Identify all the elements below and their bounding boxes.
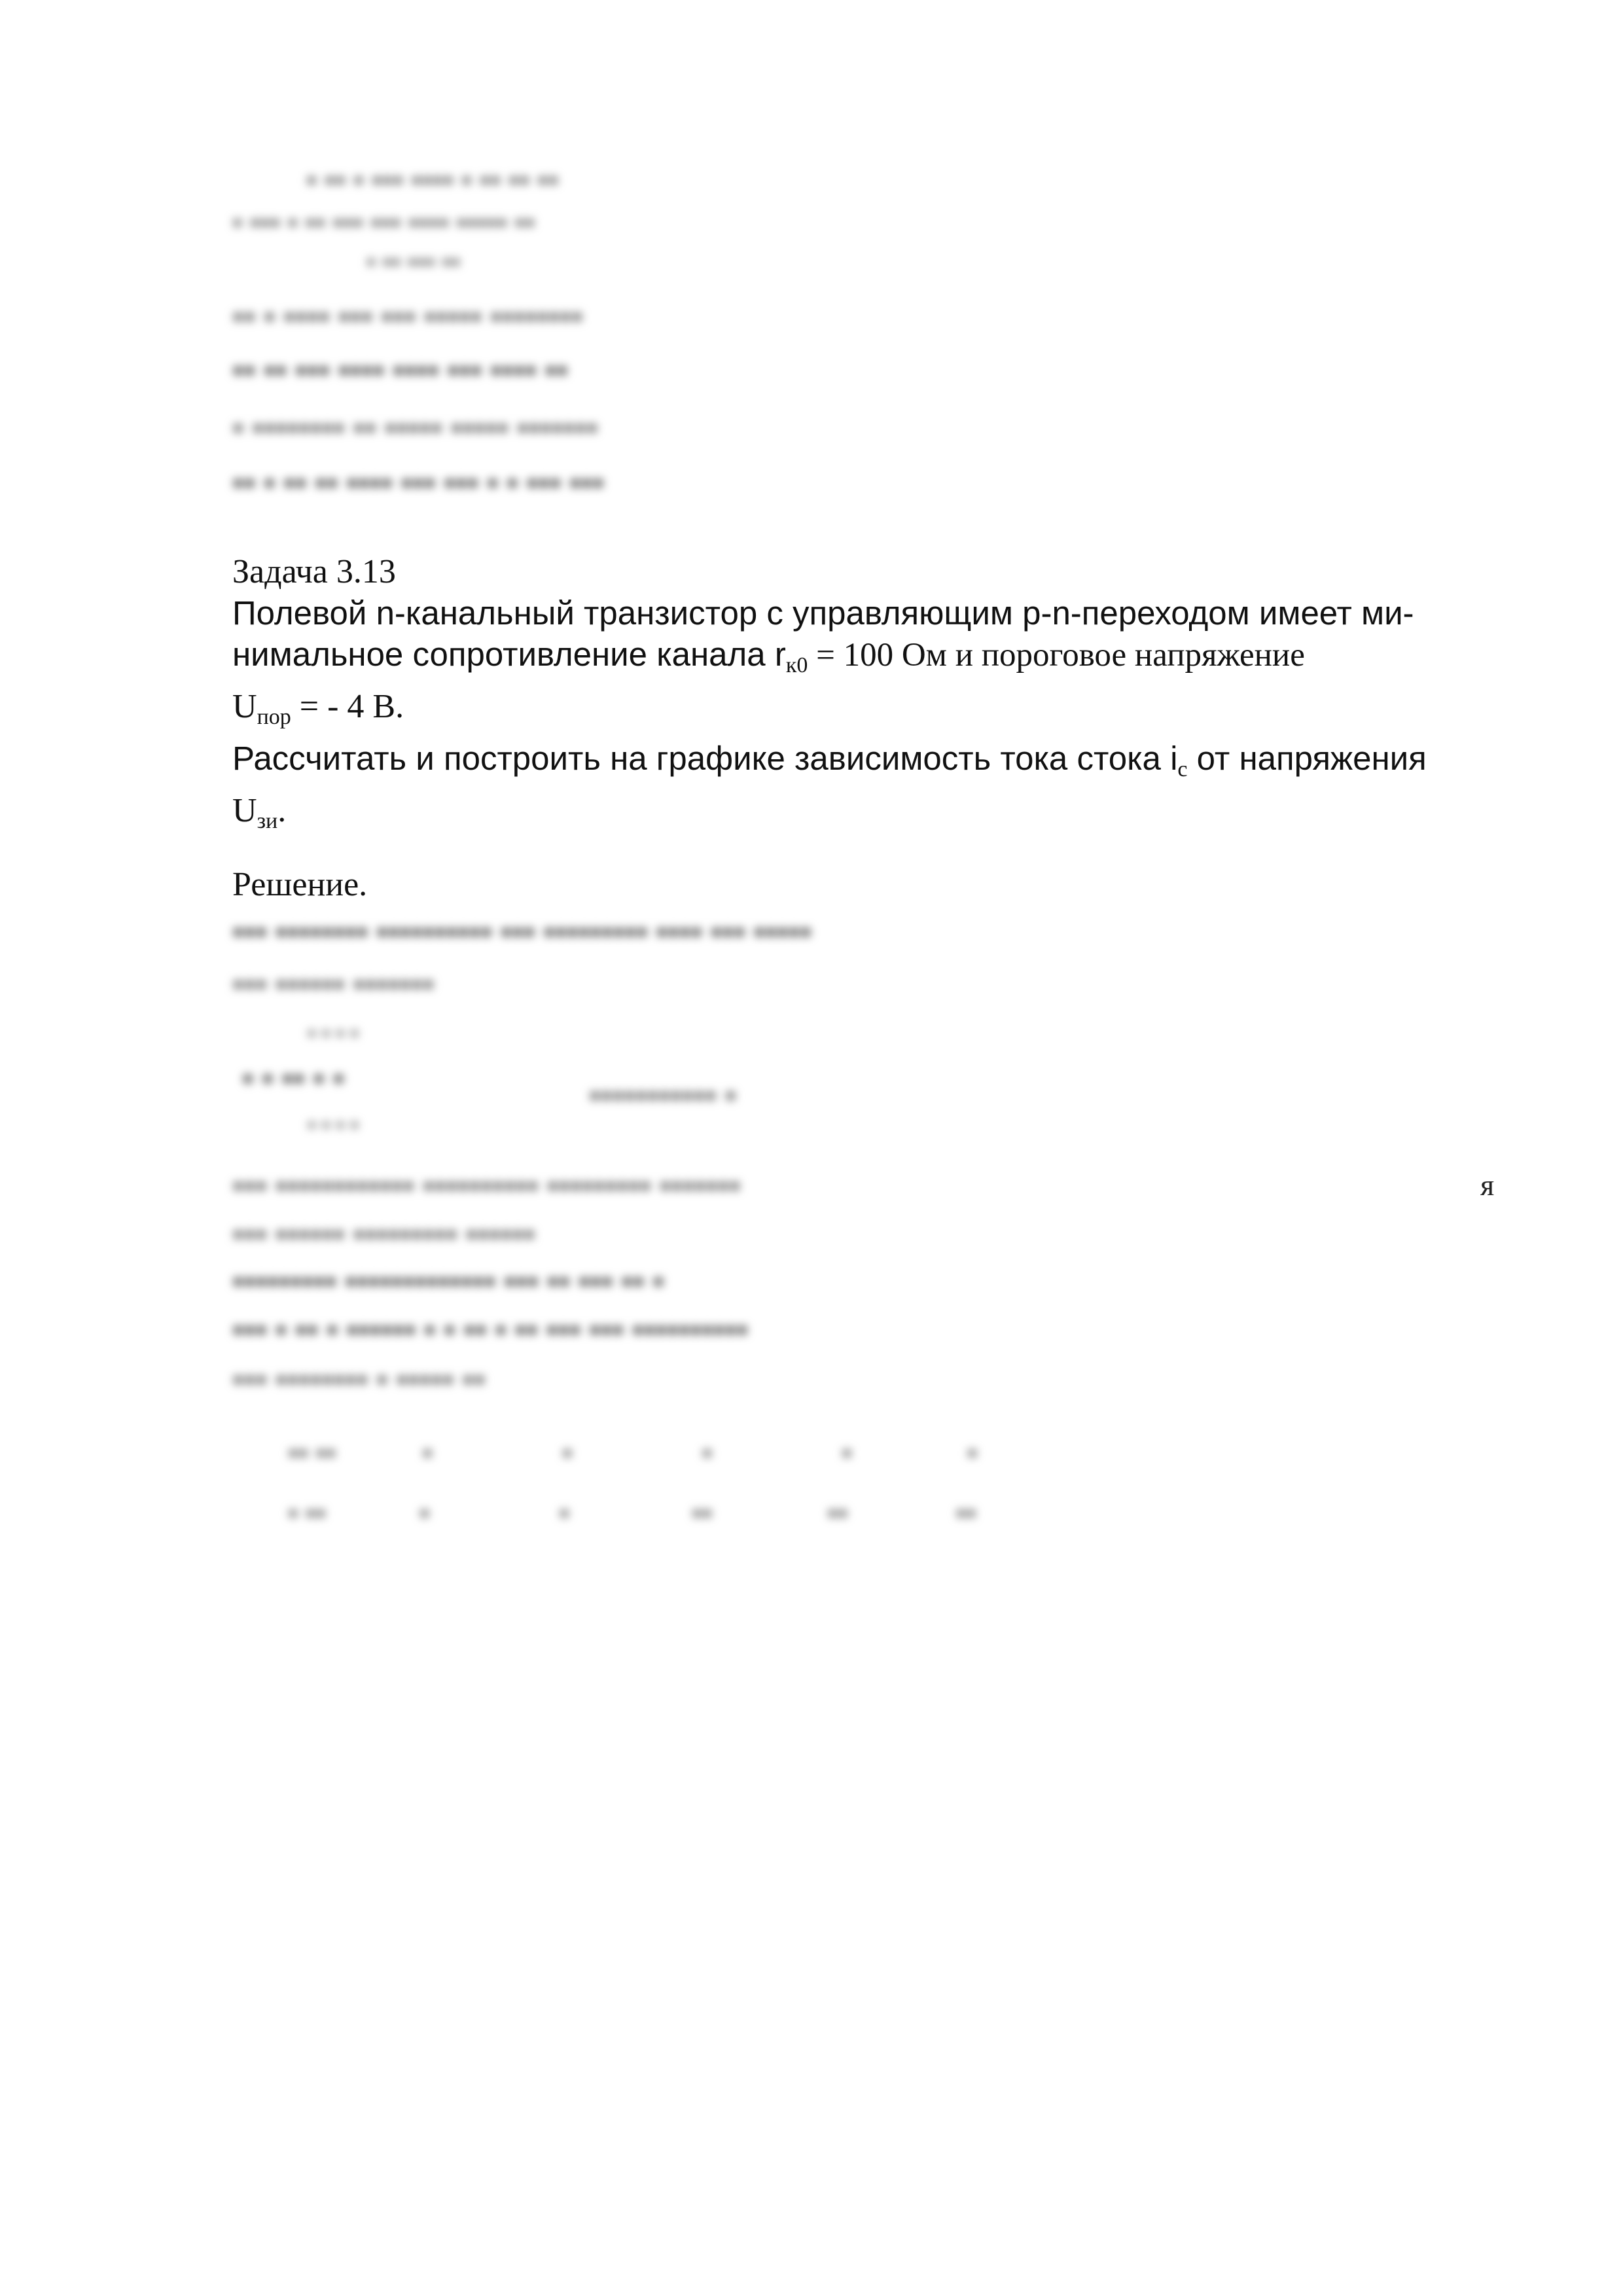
stray-character: я xyxy=(1480,1168,1495,1202)
task-text-fragment: = 100 Ом и пороговое напряжение xyxy=(808,637,1305,673)
task-text-fragment: Рассчитать и построить на графике зависимость тока стока i xyxy=(232,740,1178,777)
task-text-line xyxy=(232,738,1528,790)
task-text-line xyxy=(232,634,1528,686)
blurred-text-fragment: ▪▪ ▪ ▪▪▪▪ ▪▪▪ ▪▪▪ ▪▪▪▪▪ ▪▪▪▪▪▪▪▪ xyxy=(232,298,583,334)
drain-current-subscript: с xyxy=(1177,757,1188,781)
task-text-fragment: нимальное сопротивление канала r xyxy=(232,636,786,673)
blurred-text-fragment: ▪▪▪ ▪▪▪▪▪▪ ▪▪▪▪▪▪▪▪▪ ▪▪▪▪▪▪ xyxy=(232,1215,535,1252)
blurred-text-fragment: ▪▪ ▪▪ ▪▪▪ ▪▪▪▪ ▪▪▪▪ ▪▪▪ ▪▪▪▪ ▪▪ xyxy=(232,351,568,388)
task-text-fragment: . xyxy=(277,792,287,829)
blurred-text-fragment: ▪▪ ▪ ▪▪ ▪▪ ▪▪▪▪ ▪▪▪ ▪▪▪ ▪ ▪ ▪▪▪ ▪▪▪ xyxy=(232,464,605,501)
blurred-text-fragment: ▪ ▪▪▪▪▪▪▪▪ ▪▪ ▪▪▪▪▪ ▪▪▪▪▪ ▪▪▪▪▪▪▪ xyxy=(232,409,598,446)
blurred-text-fragment: ▪ ▪▪ ▪▪▪ ▪▪ xyxy=(366,247,461,276)
gate-source-voltage-subscript: зи xyxy=(257,809,278,833)
blurred-text-fragment: ▪ ▪ ▪ ▪ xyxy=(308,1020,359,1046)
blurred-text-fragment: ▪ ▪ ▪▪ ▪ ▪ xyxy=(242,1060,345,1096)
blurred-text-fragment: ▪▪▪ ▪▪▪▪▪▪ ▪▪▪▪▪▪▪ xyxy=(232,965,435,1002)
task-title: Задача 3.13 xyxy=(232,553,396,590)
task-text-fragment: = - 4 В. xyxy=(291,688,404,725)
blurred-text-fragment: ▪▪▪▪▪▪▪▪▪ ▪▪▪▪▪▪▪▪▪▪▪▪▪ ▪▪▪ ▪▪ ▪▪▪ ▪▪ ▪ xyxy=(232,1263,664,1299)
voltage-symbol: U xyxy=(232,688,257,725)
blurred-text-fragment: ▪▪▪ ▪ ▪▪ ▪ ▪▪▪▪▪▪ ▪ ▪ ▪▪ ▪ ▪▪ ▪▪▪ ▪▪▪ ▪▪▪▪▪▪▪▪▪▪ xyxy=(232,1311,749,1348)
solution-heading: Решение. xyxy=(232,866,368,903)
task-text-line xyxy=(232,686,1528,738)
task-text-line xyxy=(232,790,1528,842)
task-statement xyxy=(232,551,1528,842)
blurred-text-fragment: ▪▪▪ ▪▪▪▪▪▪▪▪ ▪ ▪▪▪▪▪ ▪▪ xyxy=(232,1361,486,1397)
task-text-fragment: от напряжения xyxy=(1187,740,1427,777)
blurred-text-fragment: ▪▪▪▪▪▪▪▪▪▪▪ ▪ xyxy=(589,1077,737,1113)
blurred-text-fragment: ▪▪▪ ▪▪▪▪▪▪▪▪▪▪▪▪ ▪▪▪▪▪▪▪▪▪▪ ▪▪▪▪▪▪▪▪▪ ▪▪▪▪▪▪▪ xyxy=(232,1167,741,1204)
blurred-text-fragment: ▪▪▪ ▪▪▪▪▪▪▪▪ ▪▪▪▪▪▪▪▪▪▪ ▪▪▪ ▪▪▪▪▪▪▪▪▪ ▪▪▪▪ ▪▪▪ ▪▪▪▪▪ xyxy=(232,913,812,950)
threshold-voltage-subscript: пор xyxy=(257,705,291,729)
blurred-text-fragment: ▪ ▪▪▪ ▪ ▪▪ ▪▪▪ ▪▪▪ ▪▪▪▪ ▪▪▪▪▪ ▪▪ xyxy=(232,206,535,238)
blurred-text-fragment: ▪ ▪▪ ▪ ▪▪▪ ▪▪▪▪ ▪ ▪▪ ▪▪ ▪▪ xyxy=(306,163,559,196)
blurred-table-row: ▪▪ ▪▪ ▪ ▪ ▪ ▪ ▪ xyxy=(288,1437,978,1469)
task-text-line: Полевой n-канальный транзистор с управляющим p-n-переходом имеет ми- xyxy=(232,594,1414,632)
blurred-table-row: ▪ ▪▪ ▪ ▪ ▪▪ ▪▪ ▪▪ xyxy=(288,1497,976,1529)
voltage-symbol: U xyxy=(232,792,257,829)
blurred-text-fragment: ▪ ▪ ▪ ▪ xyxy=(308,1111,359,1138)
channel-resistance-subscript: к0 xyxy=(785,653,808,677)
